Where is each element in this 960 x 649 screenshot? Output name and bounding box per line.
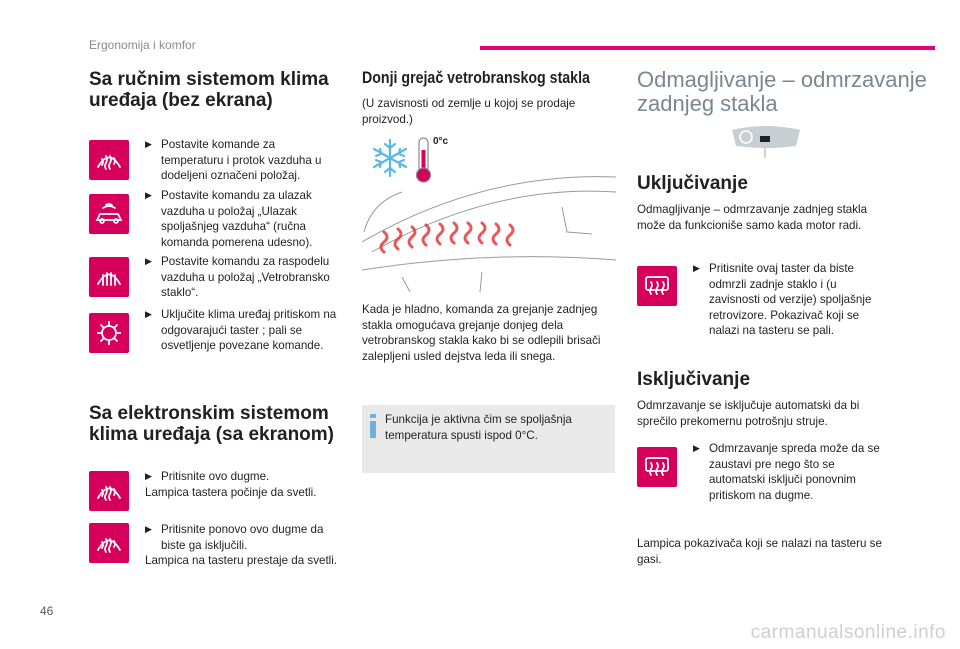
rear-demist-heading: Odmagljivanje – odmrzavanje zadnjeg stakla (637, 67, 927, 116)
info-icon (370, 414, 376, 438)
windscreen-distribution-icon (89, 257, 129, 297)
dashboard-location-icon (730, 126, 802, 160)
front-defrost-button-icon (89, 523, 129, 563)
air-intake-icon (89, 194, 129, 234)
switch-off-footer: Lampica pokazivača koji se nalazi na tasteru se gasi. (637, 537, 882, 566)
auto-step-1: ▶ Pritisnite ovo dugme. (145, 470, 270, 483)
manual-step-2: ▶ Postavite komandu za ulazak vazduha u položaj „Ulazak spoljašnjeg vazduha“ (ručna komanda pomerena udesno). (145, 189, 313, 249)
switch-off-step: ▶ Odmrzavanje spreda može da se zaustavi pre nego što se automatski isključi ponovnim pritiskom na dugme. (693, 442, 880, 502)
air-conditioning-icon (89, 313, 129, 353)
rear-defrost-button-icon (637, 447, 677, 487)
switch-off-heading: Isključivanje (637, 369, 751, 390)
rear-defrost-button-icon (637, 266, 677, 306)
switch-on-heading: Uključivanje (637, 173, 748, 194)
switch-on-step: ▶ Pritisnite ovaj taster da biste odmrzli zadnje staklo i (u zavisnosti od verzije) spoljašnje retrovizore. Pokazivač koji se nalazi na tasteru se pali. (693, 262, 872, 337)
auto-step-2-note: Lampica na tasteru prestaje da svetli. (145, 554, 338, 567)
manual-ac-heading: Sa ručnim sistemom klima uređaja (bez ekrana) (89, 69, 329, 111)
auto-step-1-note: Lampica tastera počinje da svetli. (145, 486, 317, 499)
manual-step-3: ▶ Postavite komandu za raspodelu vazduha u položaj „Vetrobransko staklo“. (145, 255, 330, 299)
front-defrost-button-icon (89, 140, 129, 180)
section-title: Ergonomija i komfor (89, 38, 196, 52)
manual-step-1: ▶ Postavite komande za temperaturu i protok vazduha u dodeljeni označeni položaj. (145, 138, 322, 182)
watermark: carmanualsonline.info (750, 622, 946, 643)
snowflake-icon (374, 140, 406, 176)
front-defrost-button-icon (89, 471, 129, 511)
thermometer-icon (417, 138, 431, 182)
lower-windscreen-heater-heading: Donji grejač vetrobranskog stakla (362, 69, 590, 87)
heater-description: Kada je hladno, komanda za grejanje zadnjeg stakla omogućava grejanje donjeg dela vetrobranskog stakla kako bi se odlepili brisači zalepljeni usled dejstva leda ili snega. (362, 303, 601, 363)
header-accent-line (480, 46, 935, 50)
auto-ac-heading: Sa elektronskim sistemom klima uređaja (sa ekranom) (89, 403, 334, 445)
manual-step-4: ▶ Uključite klima uređaj pritiskom na odgovarajući taster ; pali se osvetljenje povezane komande. (145, 308, 337, 352)
auto-step-2: ▶ Pritisnite ponovo ovo dugme da biste ga isključili. (145, 523, 324, 552)
info-text: Funkcija je aktivna čim se spoljašnja temperatura spusti ispod 0°C. (385, 413, 572, 442)
switch-off-text: Odmrzavanje se isključuje automatski da bi sprečilo prekomernu potrošnju struje. (637, 399, 860, 428)
page-number: 46 (40, 604, 54, 618)
country-note: (U zavisnosti od zemlje u kojoj se prodaje proizvod.) (362, 97, 576, 126)
windscreen-heater-illustration (362, 132, 616, 292)
temperature-label: 0°c (433, 136, 449, 147)
switch-on-text: Odmagljivanje – odmrzavanje zadnjeg stakla može da funkcioniše samo kada motor radi. (637, 203, 868, 232)
